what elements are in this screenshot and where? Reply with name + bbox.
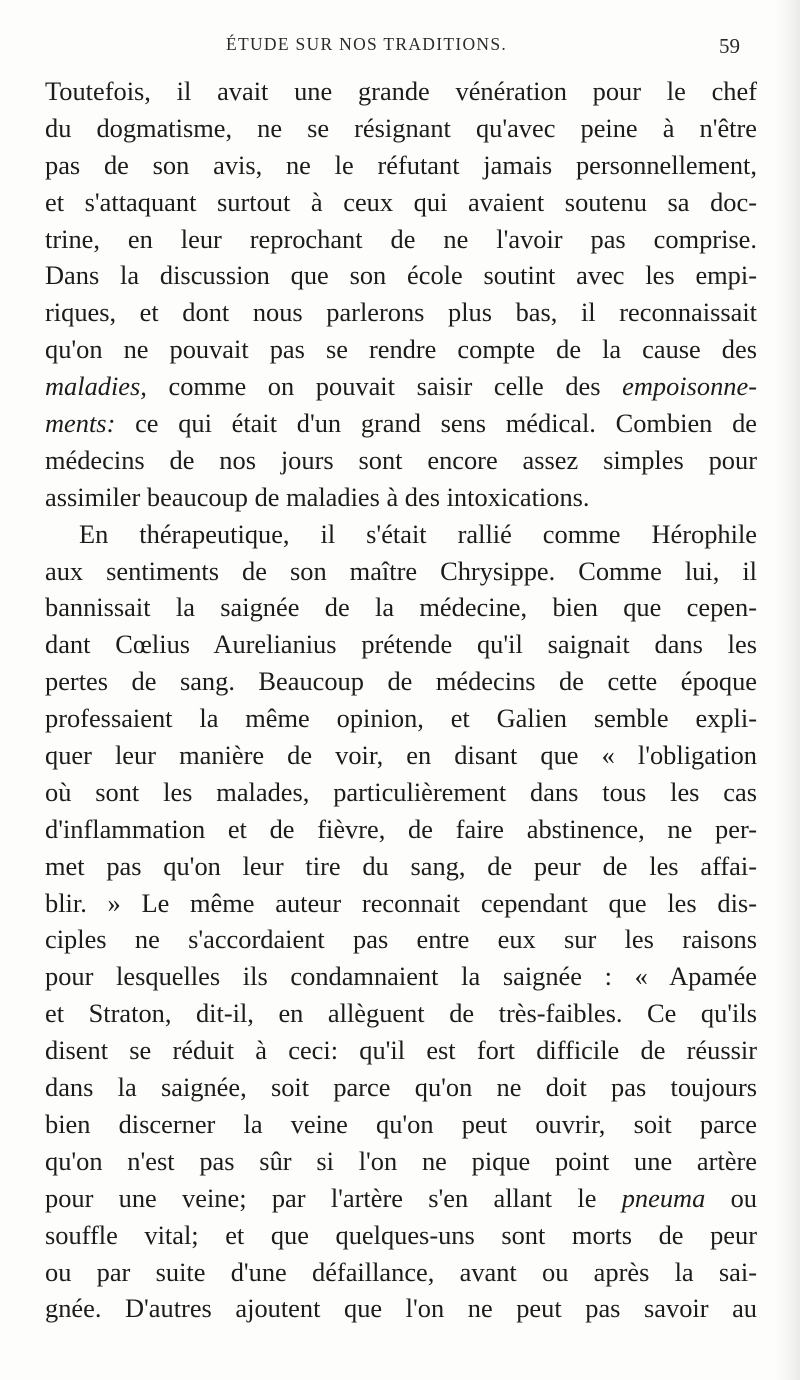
text-line — [45, 589, 757, 626]
text-line — [45, 442, 757, 479]
text-line — [45, 737, 757, 774]
line-text: bien discerner la veine qu'on peut ouvrir, soit parce — [45, 1108, 757, 1139]
line-text: pertes de sang. Beaucoup de médecins de cette époque — [45, 666, 757, 697]
italic-text: ments: — [45, 408, 116, 439]
line-text: gnée. D'autres ajoutent que l'on ne peut pas savoir au — [45, 1293, 757, 1324]
line-text: ou — [705, 1182, 757, 1213]
text-line — [45, 1254, 757, 1291]
text-line — [45, 294, 757, 331]
line-text: médecins de nos jours sont encore assez simples pour — [45, 444, 757, 475]
text-line — [45, 700, 757, 737]
line-text: ce qui était d'un grand sens médical. Combien de — [115, 408, 757, 439]
line-text: Dans la discussion que son école soutint avec les empi- — [45, 260, 757, 291]
body-text — [45, 73, 757, 1327]
line-text: riques, et dont nous parlerons plus bas, il reconnaissait — [45, 297, 757, 328]
text-line — [45, 553, 757, 590]
text-line — [45, 1106, 757, 1143]
text-line — [45, 331, 757, 368]
line-text: pour une veine; par l'artère s'en allant le — [45, 1182, 622, 1213]
text-line — [45, 1217, 757, 1254]
line-text: pour lesquelles ils condamnaient la saignée : « Apamée — [45, 961, 757, 992]
line-text: met pas qu'on leur tire du sang, de peur de les affai- — [45, 850, 757, 881]
text-line — [45, 1290, 757, 1327]
line-text: et Straton, dit-il, en allèguent de très-faibles. Ce qu'ils — [45, 998, 757, 1029]
text-line — [45, 885, 757, 922]
line-text: dant Cœlius Aurelianius prétende qu'il saignait dans les — [45, 629, 757, 660]
italic-text: maladies, — [45, 371, 147, 402]
text-line — [45, 1032, 757, 1069]
text-line — [45, 479, 757, 516]
text-line — [45, 147, 757, 184]
line-text: quer leur manière de voir, en disant que « l'obligation — [45, 740, 757, 771]
text-line — [45, 110, 757, 147]
line-text: et s'attaquant surtout à ceux qui avaient soutenu sa doc- — [45, 186, 757, 217]
text-line — [45, 848, 757, 885]
line-text: du dogmatisme, ne se résignant qu'avec peine à n'être — [45, 112, 757, 143]
text-line — [45, 774, 757, 811]
line-text: En thérapeutique, il s'était rallié comme Hérophile — [79, 518, 757, 549]
line-text: blir. » Le même auteur reconnait cependant que les dis- — [45, 887, 757, 918]
text-line — [45, 1069, 757, 1106]
line-text: dans la saignée, soit parce qu'on ne doit pas toujours — [45, 1072, 757, 1103]
text-line — [45, 257, 757, 294]
italic-text: pneuma — [621, 1182, 706, 1213]
text-line — [45, 516, 757, 553]
line-text: disent se réduit à ceci: qu'il est fort difficile de réussir — [45, 1035, 757, 1066]
running-title: ÉTUDE SUR NOS TRADITIONS. — [226, 34, 508, 54]
line-text: où sont les malades, particulièrement dans tous les cas — [45, 776, 757, 807]
text-line — [45, 995, 757, 1032]
text-line — [45, 184, 757, 221]
text-line — [45, 73, 757, 110]
line-text: ou par suite d'une défaillance, avant ou après la sai- — [45, 1256, 757, 1287]
text-line — [45, 921, 757, 958]
text-line — [45, 811, 757, 848]
italic-text: empoisonne- — [622, 371, 757, 402]
text-line — [45, 1180, 757, 1217]
text-line — [45, 626, 757, 663]
line-text: aux sentiments de son maître Chrysippe. Comme lui, il — [45, 555, 757, 586]
text-line — [45, 368, 757, 405]
line-text: professaient la même opinion, et Galien semble expli- — [45, 703, 757, 734]
line-text: bannissait la saignée de la médecine, bien que cepen- — [45, 592, 757, 623]
line-text: trine, en leur reprochant de ne l'avoir pas comprise. — [45, 223, 757, 254]
page-edge-shadow — [776, 0, 800, 1380]
line-text: assimiler beaucoup de maladies à des intoxications. — [45, 481, 590, 512]
page-number: 59 — [719, 34, 740, 58]
line-text: qu'on n'est pas sûr si l'on ne pique point une artère — [45, 1145, 757, 1176]
text-line — [45, 221, 757, 258]
line-text: comme on pouvait saisir celle des — [146, 371, 623, 402]
line-text: souffle vital; et que quelques-uns sont morts de peur — [45, 1219, 757, 1250]
text-line — [45, 405, 757, 442]
text-line — [45, 1143, 757, 1180]
line-text: Toutefois, il avait une grande vénération pour le chef — [45, 76, 757, 106]
line-text: ciples ne s'accordaient pas entre eux sur les raisons — [45, 924, 757, 955]
line-text: pas de son avis, ne le réfutant jamais personnellement, — [45, 149, 757, 180]
line-text: qu'on ne pouvait pas se rendre compte de la cause des — [45, 334, 757, 365]
text-line — [45, 958, 757, 995]
text-line — [45, 663, 757, 700]
line-text: d'inflammation et de fièvre, de faire abstinence, ne per- — [45, 813, 757, 844]
